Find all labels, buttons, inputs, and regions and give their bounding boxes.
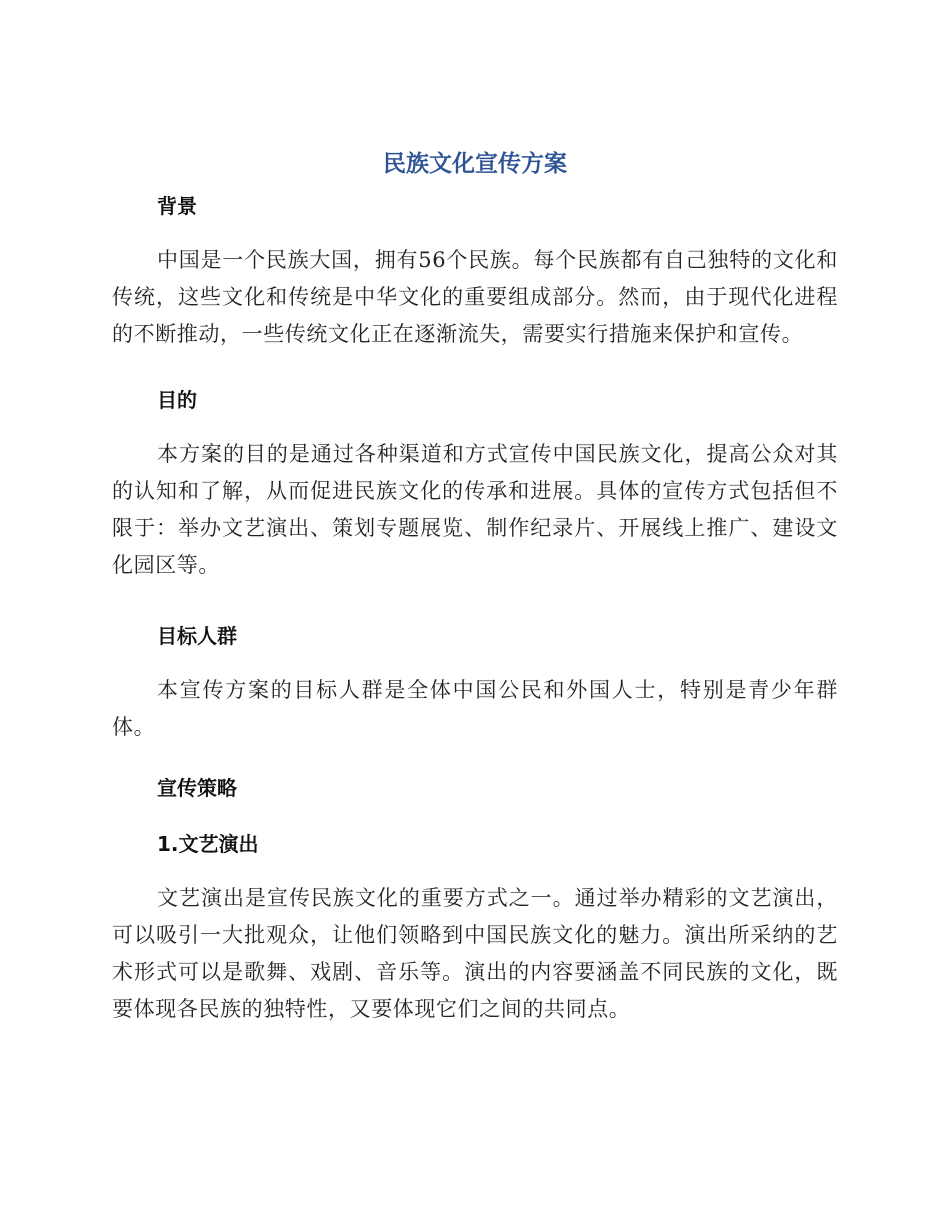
section-heading-performance: 1.文艺演出	[157, 832, 259, 856]
document-title: 民族文化宣传方案	[383, 151, 567, 177]
section-paragraph-purpose: 本方案的目的是通过各种渠道和方式宣传中国民族文化，提高公众对其的认知和了解，从而促进民族文化的传承和进展。具体的宣传方式包括但不限于：举办文艺演出、策划专题展览、制作纪录片、开展线上推广、建设文化园区等。	[112, 442, 838, 577]
section-paragraph-performance: 文艺演出是宣传民族文化的重要方式之一。通过举办精彩的文艺演出，可以吸引一大批观众，让他们领略到中国民族文化的魅力。演出所采纳的艺术形式可以是歌舞、戏剧、音乐等。演出的内容要涵盖不同民族的文化，既要体现各民族的独特性，又要体现它们之间的共同点。	[112, 886, 838, 1021]
section-paragraph-target-audience: 本宣传方案的目标人群是全体中国公民和外国人士，特别是青少年群体。	[112, 678, 838, 739]
section-heading-strategy: 宣传策略	[157, 776, 237, 800]
section-heading-target-audience: 目标人群	[157, 624, 237, 648]
section-paragraph-background: 中国是一个民族大国，拥有56个民族。每个民族都有自己独特的文化和传统，这些文化和传统是中华文化的重要组成部分。然而，由于现代化进程的不断推动，一些传统文化正在逐渐流失，需要实行措施来保护和宣传。	[112, 248, 838, 346]
section-heading-background: 背景	[157, 194, 197, 218]
section-heading-purpose: 目的	[157, 388, 197, 412]
